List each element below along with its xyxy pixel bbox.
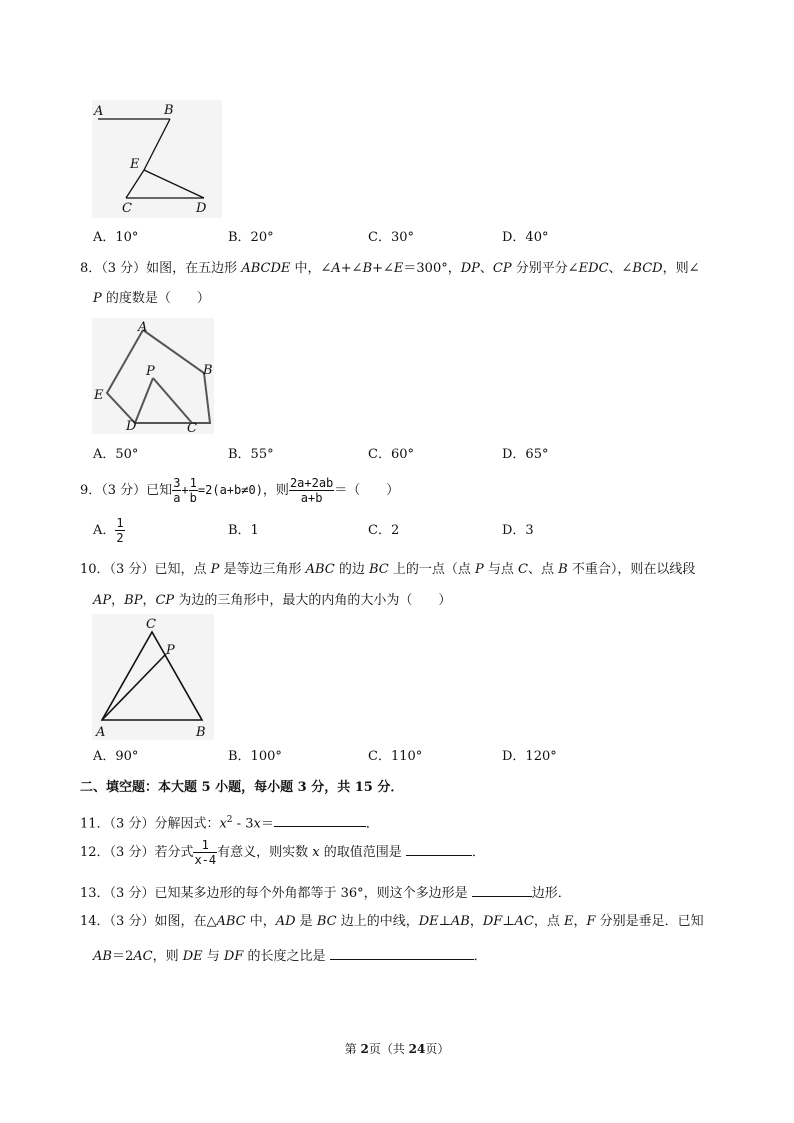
q8-label-c: C xyxy=(187,421,197,434)
q9-option-d: D．3 xyxy=(502,523,534,538)
q8-stem-line2: P 的度数是（ ） xyxy=(93,291,210,306)
q13-answer-blank[interactable] xyxy=(472,882,532,897)
q7-option-d: D．40° xyxy=(502,230,549,245)
q9-option-a-fraction: $\frac{1}{2}$ xyxy=(116,516,124,545)
q10-stem-line2: AP，BP，CP 为边的三角形中，最大的内角的大小为（ ） xyxy=(93,593,452,608)
q12-fraction: $\frac{1}{x-4}$ xyxy=(194,838,217,867)
q7-label-d: D xyxy=(196,201,207,216)
q7-option-c: C．30° xyxy=(368,230,414,245)
q11-answer-blank[interactable] xyxy=(274,812,366,827)
q12-answer-blank[interactable] xyxy=(406,841,472,856)
q8-option-a: A．50° xyxy=(93,447,139,462)
q14-stem-line1: 14．（3 分）如图，在△ABC 中，AD 是 BC 边上的中线，DE⊥AB，DF⊥AC，点 E，F 分别是垂足．已知 xyxy=(80,914,704,929)
q14-answer-blank[interactable] xyxy=(330,945,474,960)
q9-fraction-1-over-b: $\frac{1}{b}$ xyxy=(189,476,197,505)
q10-option-a: A．90° xyxy=(93,749,139,764)
section-2-heading: 二、填空题：本大题 5 小题，每小题 3 分，共 15 分． xyxy=(80,780,404,795)
q7-label-e: E xyxy=(130,157,140,172)
q8-option-b: B．55° xyxy=(228,447,274,462)
q10-option-b: B．100° xyxy=(228,749,282,764)
q8-label-d: D xyxy=(126,419,137,434)
q8-stem-line1: 8．（3 分）如图，在五边形 ABCDE 中，∠A+∠B+∠E＝300°，DP、CP 分别平分∠EDC、∠BCD，则∠ xyxy=(80,261,700,276)
q9-option-b: B．1 xyxy=(228,523,259,538)
q7-label-b: B xyxy=(164,103,174,118)
q9-option-c: C．2 xyxy=(368,523,400,538)
q13-stem: 13．（3 分）已知某多边形的每个外角都等于 36°，则这个多边形是 边形． xyxy=(80,882,571,903)
q7-option-a: A．10° xyxy=(93,230,139,245)
q11-stem: 11．（3 分）分解因式：$x^2 - 3x=$ ． xyxy=(80,811,379,833)
q14-stem-line2: AB＝2AC，则 DE 与 DF 的长度之比是 ． xyxy=(93,945,487,966)
q9-fraction-target: $\frac{2a+2ab}{a+b}$ xyxy=(289,476,334,505)
q8-label-a: A xyxy=(138,320,148,335)
q10-label-a: A xyxy=(96,725,106,740)
q7-option-b: B．20° xyxy=(228,230,274,245)
q9-fraction-3-over-a: $\frac{3}{a}$ xyxy=(173,476,181,505)
q7-label-a: A xyxy=(94,104,104,119)
q9-option-a: A． $\frac{1}{2}$ xyxy=(93,516,124,545)
q8-label-e: E xyxy=(94,388,104,403)
q10-label-b: B xyxy=(196,725,206,740)
q10-label-p: P xyxy=(166,643,175,658)
q8-figure xyxy=(92,318,214,434)
page-footer: 第 2页（共 24页） xyxy=(344,1042,450,1056)
q10-label-c: C xyxy=(146,617,156,632)
q9-stem: 9．（3 分）已知 $\frac{3}{a}$ + $\frac{1}{b}$ =2(a+b≠0)，则 $\frac{2a+2ab}{a+b}$ ＝（ ） xyxy=(80,476,400,505)
q10-option-d: D．120° xyxy=(502,749,557,764)
q12-stem: 12．（3 分）若分式 $\frac{1}{x-4}$ 有意义，则实数 x 的取值范围是 ． xyxy=(80,838,485,867)
q8-option-d: D．65° xyxy=(502,447,549,462)
q10-stem-line1: 10．（3 分）已知，点 P 是等边三角形 ABC 的边 BC 上的一点（点 P 与点 C、点 B 不重合），则在以线段 xyxy=(80,562,696,577)
q7-label-c: C xyxy=(122,201,132,216)
q10-option-c: C．110° xyxy=(368,749,423,764)
q10-figure xyxy=(92,614,214,740)
q8-label-b: B xyxy=(203,363,213,378)
q8-option-c: C．60° xyxy=(368,447,414,462)
q8-label-p: P xyxy=(146,364,155,379)
q7-figure xyxy=(92,100,222,218)
